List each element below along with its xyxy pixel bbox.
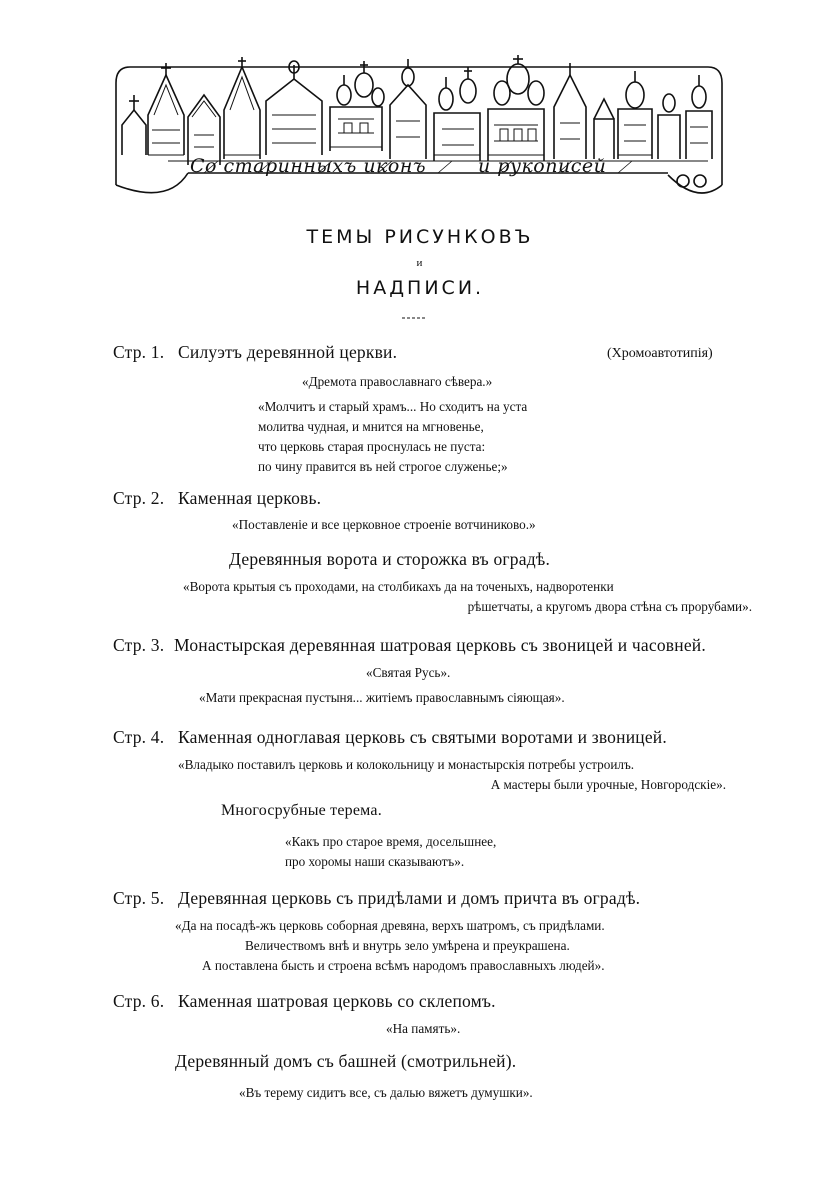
entry-1-verse-4: по чину правится въ ней строгое служенье;» <box>258 459 508 474</box>
entry-3-quote: «Святая Русь». <box>366 665 451 680</box>
entry-6-quote: «На память». <box>386 1021 461 1036</box>
church-skyline-vignette <box>108 55 733 205</box>
entry-6-subquote: «Въ терему сидитъ все, съ далью вяжетъ думушки». <box>239 1085 533 1100</box>
page-subtitle: НАДПИСИ. <box>355 277 485 299</box>
entry-4-page: Стр. 4. <box>113 727 165 747</box>
entry-2-subquote-1: «Ворота крытыя съ проходами, на столбикахъ да на точеныхъ, надворотенки <box>183 579 614 594</box>
entry-6-subheading: Деревянный домъ съ башней (смотрильней). <box>175 1051 517 1071</box>
vignette-caption-left: Со старинныхъ иконъ <box>190 155 427 177</box>
entry-3-heading: Монастырская деревянная шатровая церковь съ звоницей и часовней. <box>174 635 706 655</box>
entry-3-page: Стр. 3. <box>113 635 165 655</box>
entry-6-page: Стр. 6. <box>113 991 165 1011</box>
entry-1-heading: Силуэтъ деревянной церкви. <box>178 342 398 362</box>
entry-2-subheading: Деревянныя ворота и сторожка въ оградѣ. <box>229 549 551 569</box>
entry-1-note: (Хромоавтотипія) <box>607 346 713 361</box>
entry-3-quote-2: «Мати прекрасная пустыня... житіемъ православнымъ сіяющая». <box>199 690 565 705</box>
entry-1-verse-3: что церковь старая проснулась не пуста: <box>258 439 486 454</box>
entry-2-subquote-2: рѣшетчаты, а кругомъ двора стѣна съ прорубами». <box>467 599 752 614</box>
entry-5-heading: Деревянная церковь съ придѣлами и домъ причта въ оградѣ. <box>178 888 641 908</box>
entry-2-quote: «Поставленіе и все церковное строеніе вотчиниково.» <box>232 517 536 532</box>
entry-4-quote-2: А мастеры были урочные, Новгородскіе». <box>490 777 726 792</box>
entry-4-subheading: Многосрубные терема. <box>221 802 382 819</box>
entry-6-heading: Каменная шатровая церковь со склепомъ. <box>178 991 496 1011</box>
entry-1-page: Стр. 1. <box>113 342 165 362</box>
entry-2-heading: Каменная церковь. <box>178 488 322 508</box>
entry-5-quote-2: Величествомъ внѣ и внутрь зело умѣрена и преукрашена. <box>245 938 570 953</box>
title-conjunction: и <box>416 257 424 269</box>
entry-5-page: Стр. 5. <box>113 888 165 908</box>
entry-4-quote-1: «Владыко поставилъ церковь и колокольницу и монастырскія потребы устроилъ. <box>178 757 635 772</box>
entry-1-epigraph: «Дремота православнаго сѣвера.» <box>302 374 493 389</box>
title-divider <box>402 317 426 319</box>
entry-4-subquote-2: про хоромы наши сказываютъ». <box>285 854 465 869</box>
entry-5-quote-1: «Да на посадѣ-жъ церковь соборная древяна, верхъ шатромъ, съ придѣлами. <box>175 918 605 933</box>
entry-5-quote-3: А поставлена бысть и строена всѣмъ народомъ православныхъ людей». <box>202 958 605 973</box>
vignette-caption-right: и рукописей <box>478 155 607 177</box>
entry-4-subquote-1: «Какъ про старое время, досельшнее, <box>285 834 497 849</box>
page-title: ТЕМЫ РИСУНКОВЪ <box>306 226 534 248</box>
entry-4-heading: Каменная одноглавая церковь съ святыми воротами и звоницей. <box>178 727 667 747</box>
entry-1-verse-1: «Молчитъ и старый храмъ... Но сходитъ на уста <box>258 399 528 414</box>
entry-2-page: Стр. 2. <box>113 488 165 508</box>
entry-1-verse-2: молитва чудная, и мнится на мгновенье, <box>258 419 484 434</box>
